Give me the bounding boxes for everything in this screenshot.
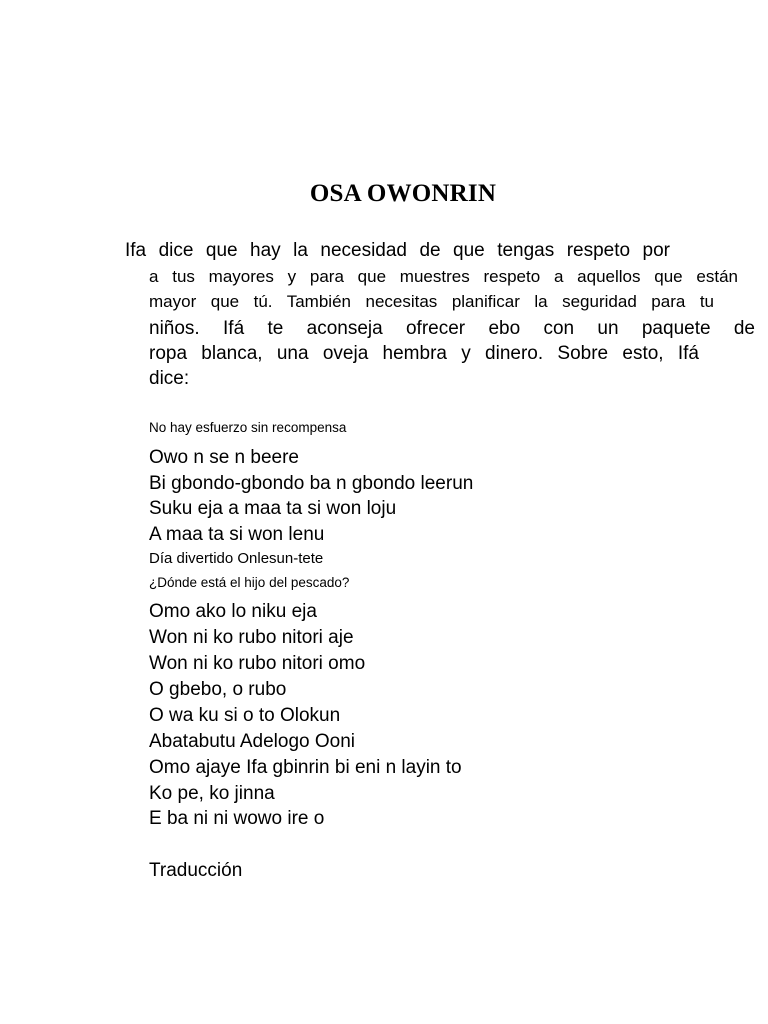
verse-line: Ko pe, ko jinna [149,783,275,804]
verse-subtitle-1: No hay esfuerzo sin recompensa [149,420,347,435]
intro-line-4: niños. Ifá te aconseja ofrecer ebo con un paquete de [149,318,755,339]
page-title: OSA OWONRIN [309,180,497,207]
intro-line-5: ropa blanca, una oveja hembra y dinero. Sobre esto, Ifá [149,343,699,364]
verse-line: Won ni ko rubo nitori omo [149,653,366,674]
verse-line: O gbebo, o rubo [149,679,287,700]
intro-line-1: Ifa dice que hay la necesidad de que tengas respeto por [125,240,670,261]
verse-subtitle-2: Día divertido Onlesun-tete [149,550,324,567]
verse-line: E ba ni ni wowo ire o [149,808,325,829]
verse-line: Owo n se n beere [149,447,299,468]
intro-line-3: mayor que tú. También necesitas planificar la seguridad para tu [149,292,714,311]
verse-line: A maa ta si won lenu [149,524,325,545]
verse-line: Bi gbondo-gbondo ba n gbondo leerun [149,473,474,494]
verse-line: Abatabutu Adelogo Ooni [149,731,356,752]
verse-line: Won ni ko rubo nitori aje [149,627,354,648]
translation-heading: Traducción [149,860,243,881]
intro-line-2: a tus mayores y para que muestres respeto a aquellos que están [149,267,738,286]
verse-line: Suku eja a maa ta si won loju [149,498,397,519]
intro-line-6: dice: [149,368,190,389]
verse-line: Omo ako lo niku eja [149,601,317,622]
verse-line: Omo ajaye Ifa gbinrin bi eni n layin to [149,757,462,778]
verse-subtitle-3: ¿Dónde está el hijo del pescado? [149,575,350,590]
verse-line: O wa ku si o to Olokun [149,705,341,726]
